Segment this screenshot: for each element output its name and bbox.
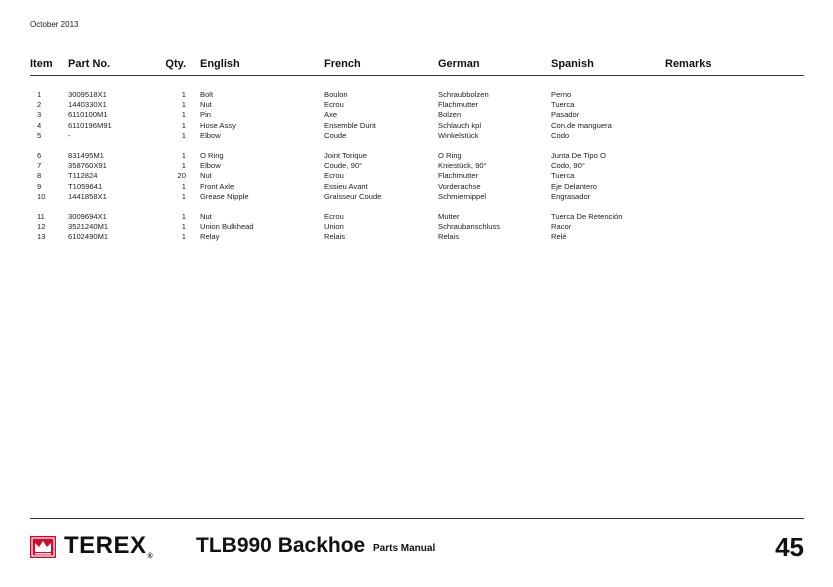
cell-qty: 1 xyxy=(181,232,186,242)
cell-remarks xyxy=(665,131,804,141)
cell-remarks xyxy=(665,161,804,171)
cell-part-no: 831495M1 xyxy=(68,151,104,161)
cell-spanish: Codo xyxy=(551,130,570,140)
cell-item: 5 xyxy=(37,130,42,140)
registered-mark: ® xyxy=(147,553,154,560)
cell-english: Front Axle xyxy=(200,181,235,191)
group-spacer xyxy=(30,202,804,212)
col-header-spanish: Spanish xyxy=(551,56,665,76)
col-header-qty: Qty. xyxy=(160,56,200,76)
cell-french: Relais xyxy=(324,232,346,242)
cell-part-no: 1440330X1 xyxy=(68,100,107,110)
cell-qty: 1 xyxy=(181,212,186,222)
col-header-french: French xyxy=(324,56,438,76)
cell-qty: 1 xyxy=(181,191,186,201)
cell-english: Pin xyxy=(200,110,211,120)
cell-french: Joint Torique xyxy=(324,151,367,161)
cell-remarks xyxy=(665,182,804,192)
group-spacer xyxy=(30,141,804,151)
cell-remarks xyxy=(665,232,804,242)
cell-french: Ecrou xyxy=(324,100,344,110)
cell-german: Schmiernippel xyxy=(438,191,487,201)
cell-spanish: Con.de manguera xyxy=(551,120,612,130)
table-row xyxy=(30,121,804,131)
cell-spanish: Eje Delantero xyxy=(551,181,598,191)
cell-french: Ensemble Durit xyxy=(324,120,376,130)
cell-spanish: Pasador xyxy=(551,110,580,120)
table-row xyxy=(30,222,804,232)
table-header-row xyxy=(30,56,804,76)
cell-item: 12 xyxy=(37,222,46,232)
cell-qty: 20 xyxy=(177,171,186,181)
parts-table xyxy=(30,56,804,243)
cell-french: Ecrou xyxy=(324,171,344,181)
table-row xyxy=(30,182,804,192)
cell-part-no: 3009694X1 xyxy=(68,212,107,222)
cell-item: 9 xyxy=(37,181,42,191)
cell-remarks xyxy=(665,171,804,181)
table-row xyxy=(30,151,804,161)
cell-english: Relay xyxy=(200,232,220,242)
cell-spanish: Relé xyxy=(551,232,567,242)
cell-german: Flachmutter xyxy=(438,100,479,110)
cell-part-no: 6102490M1 xyxy=(68,232,109,242)
cell-english: Elbow xyxy=(200,130,221,140)
cell-item: 1 xyxy=(37,90,42,99)
cell-spanish: Tuerca xyxy=(551,100,575,110)
cell-german: Flachmutter xyxy=(438,171,479,181)
col-header-item: Item xyxy=(30,56,68,76)
cell-item: 2 xyxy=(37,100,42,110)
model-title: TLB990 Backhoe xyxy=(196,534,366,557)
cell-part-no: 6110196M91 xyxy=(68,120,112,130)
cell-english: Nut xyxy=(200,100,212,110)
cell-german: Schraubanschluss xyxy=(438,222,501,232)
cell-qty: 1 xyxy=(181,110,186,120)
cell-item: 8 xyxy=(37,171,42,181)
cell-part-no: 3521240M1 xyxy=(68,222,109,232)
cell-remarks xyxy=(665,222,804,232)
col-header-german: German xyxy=(438,56,551,76)
cell-german: Schlauch kpl xyxy=(438,120,482,130)
document-date: October 2013 xyxy=(30,20,79,29)
cell-german: Bolzen xyxy=(438,110,462,120)
cell-french: Graisseur Coude xyxy=(324,191,382,201)
table-row xyxy=(30,212,804,222)
cell-french: Union xyxy=(324,222,344,232)
table-row xyxy=(30,110,804,120)
cell-item: 6 xyxy=(37,151,42,161)
cell-spanish: Racor xyxy=(551,222,572,232)
cell-part-no: 358760X91 xyxy=(68,161,107,171)
cell-french: Boulon xyxy=(324,90,348,99)
cell-remarks xyxy=(665,212,804,222)
cell-spanish: Engrasador xyxy=(551,191,591,201)
cell-part-no: 3009518X1 xyxy=(68,90,107,99)
cell-item: 7 xyxy=(37,161,42,171)
cell-part-no: T112824 xyxy=(68,171,98,181)
brand-name xyxy=(64,532,153,560)
cell-english: O Ring xyxy=(200,151,224,161)
col-header-remarks: Remarks xyxy=(665,56,804,76)
cell-qty: 1 xyxy=(181,100,186,110)
cell-remarks xyxy=(665,121,804,131)
cell-german: Vorderachse xyxy=(438,181,481,191)
table-row xyxy=(30,171,804,181)
cell-item: 13 xyxy=(37,232,46,242)
col-header-english: English xyxy=(200,56,324,76)
page-footer xyxy=(30,530,804,564)
cell-part-no: - xyxy=(68,130,71,140)
cell-english: Union Bulkhead xyxy=(200,222,254,232)
cell-item: 3 xyxy=(37,110,42,120)
cell-remarks xyxy=(665,90,804,100)
cell-french: Ecrou xyxy=(324,212,344,222)
cell-english: Nut xyxy=(200,212,212,222)
cell-item: 11 xyxy=(37,212,45,222)
table-row xyxy=(30,232,804,242)
table-row xyxy=(30,161,804,171)
cell-remarks xyxy=(665,151,804,161)
col-header-part-no: Part No. xyxy=(68,56,160,76)
cell-item: 10 xyxy=(37,191,46,201)
footer-divider xyxy=(30,518,804,519)
cell-spanish: Codo, 90° xyxy=(551,161,585,171)
cell-english: Grease Nipple xyxy=(200,191,249,201)
cell-german: Relais xyxy=(438,232,460,242)
table-row xyxy=(30,90,804,100)
cell-qty: 1 xyxy=(181,151,186,161)
cell-part-no: T1059641 xyxy=(68,181,103,191)
table-row xyxy=(30,100,804,110)
cell-qty: 1 xyxy=(181,130,186,140)
cell-english: Elbow xyxy=(200,161,221,171)
cell-french: Coude, 90° xyxy=(324,161,363,171)
cell-part-no: 6110100M1 xyxy=(68,110,108,120)
cell-qty: 1 xyxy=(181,120,186,130)
cell-item: 4 xyxy=(37,120,42,130)
cell-german: O Ring xyxy=(438,151,462,161)
parts-table-body xyxy=(30,76,804,243)
cell-french: Coude xyxy=(324,130,347,140)
cell-remarks xyxy=(665,192,804,202)
cell-remarks xyxy=(665,100,804,110)
cell-german: Mutter xyxy=(438,212,460,222)
cell-spanish: Perno xyxy=(551,90,572,99)
table-row xyxy=(30,192,804,202)
brand-text: TEREX xyxy=(64,532,147,559)
cell-remarks xyxy=(665,110,804,120)
cell-qty: 1 xyxy=(181,181,186,191)
cell-french: Axe xyxy=(324,110,338,120)
cell-german: Schraubbolzen xyxy=(438,90,489,99)
cell-qty: 1 xyxy=(181,90,186,99)
cell-french: Essieu Avant xyxy=(324,181,368,191)
manual-subtitle: Parts Manual xyxy=(373,543,436,554)
cell-spanish: Tuerca xyxy=(551,171,575,181)
table-row xyxy=(30,131,804,141)
cell-german: Kniestück, 90° xyxy=(438,161,487,171)
cell-english: Bolt xyxy=(200,90,214,99)
terex-crown-logo-icon xyxy=(30,536,56,558)
cell-english: Nut xyxy=(200,171,212,181)
cell-spanish: Tuerca De Retención xyxy=(551,212,623,222)
page-number: 45 xyxy=(775,532,804,562)
cell-qty: 1 xyxy=(181,222,186,232)
cell-spanish: Junta De Tipo O xyxy=(551,151,606,161)
cell-german: Winkelstück xyxy=(438,130,479,140)
cell-english: Hose Assy xyxy=(200,120,236,130)
cell-part-no: 1441858X1 xyxy=(68,191,107,201)
cell-qty: 1 xyxy=(181,161,186,171)
